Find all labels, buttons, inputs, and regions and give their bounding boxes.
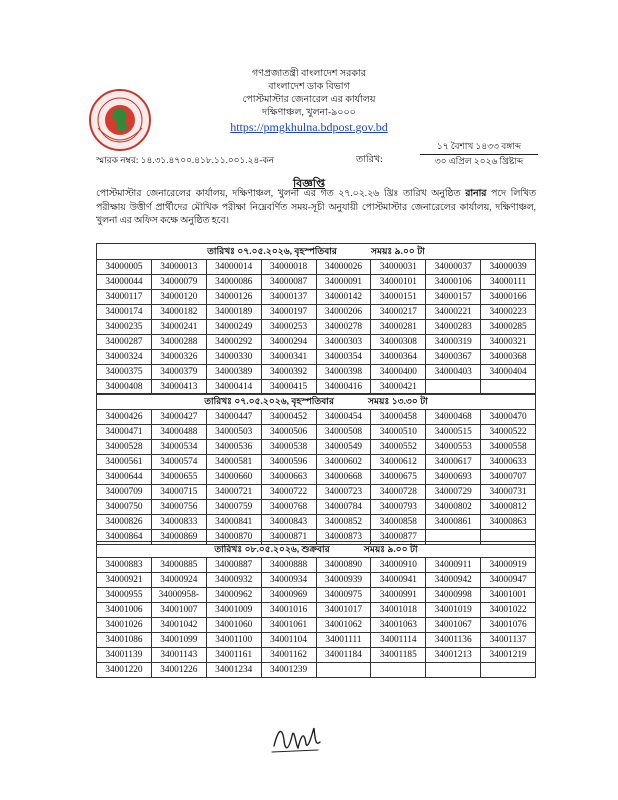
roll-number-cell: 34000206	[316, 305, 371, 320]
roll-number-cell: 34000841	[206, 515, 261, 530]
roll-number-cell: 34001060	[206, 618, 261, 633]
roll-number-cell: 34000157	[426, 290, 481, 305]
table-row	[97, 290, 536, 305]
schedule-time: সময়ঃ ৯.০০ টা	[363, 544, 418, 554]
roll-number-cell: 34000812	[481, 500, 536, 515]
roll-number-cell: 34000137	[261, 290, 316, 305]
roll-number-cell: 34000086	[206, 275, 261, 290]
roll-number-cell: 34001063	[371, 618, 426, 633]
roll-number-cell: 34000596	[261, 455, 316, 470]
roll-number-cell: 34000447	[206, 410, 261, 425]
schedule-date: তারিখঃ ০৭.০৫.২০২৬, বৃহস্পতিবার	[207, 246, 337, 256]
header-government: গণপ্রজাতন্ত্রী বাংলাদেশ সরকার	[251, 69, 367, 79]
memo-number: স্মারক নম্বর: ১৪.৩১.৪৭০০.৪১৮.১১.০০১.২৪-কন	[96, 155, 275, 165]
roll-number-cell: 34000522	[481, 425, 536, 440]
roll-number-cell: 34001213	[426, 648, 481, 663]
roll-number-cell: 34001114	[371, 633, 426, 648]
roll-number-cell: 34000924	[151, 573, 206, 588]
roll-number-cell: 34000221	[426, 305, 481, 320]
schedule-table-2	[96, 393, 536, 545]
roll-number-cell: 34000454	[316, 410, 371, 425]
roll-number-cell: 34000151	[371, 290, 426, 305]
roll-number-cell: 34000655	[151, 470, 206, 485]
roll-number-cell: 34001185	[371, 648, 426, 663]
date-label: তারিখ:	[356, 155, 383, 165]
table-row	[97, 648, 536, 663]
roll-number-cell: 34000379	[151, 365, 206, 380]
roll-number-cell: 34000921	[97, 573, 152, 588]
roll-number-cell: 34000962	[206, 588, 261, 603]
roll-number-cell: 34000468	[426, 410, 481, 425]
table-row	[97, 275, 536, 290]
table-row	[97, 633, 536, 648]
roll-number-cell: 34000887	[206, 558, 261, 573]
roll-number-cell: 34000087	[261, 275, 316, 290]
roll-number-cell: 34000249	[206, 320, 261, 335]
roll-number-cell: 34000536	[206, 440, 261, 455]
roll-number-cell: 34000197	[261, 305, 316, 320]
table-row	[97, 663, 536, 678]
roll-number-cell: 34000612	[371, 455, 426, 470]
table-row	[97, 573, 536, 588]
roll-number-cell: 34000416	[316, 380, 371, 395]
roll-number-cell: 34000285	[481, 320, 536, 335]
roll-number-cell: 34000503	[206, 425, 261, 440]
roll-number-cell: 34000759	[206, 500, 261, 515]
schedule-header	[97, 244, 536, 260]
roll-number-cell: 34000368	[481, 350, 536, 365]
roll-number-cell: 34000241	[151, 320, 206, 335]
roll-number-cell: 34001061	[261, 618, 316, 633]
roll-number-cell: 34000731	[481, 485, 536, 500]
schedule-header-row	[97, 394, 536, 410]
roll-number-cell: 34000189	[206, 305, 261, 320]
roll-number-cell: 34000308	[371, 335, 426, 350]
table-row	[97, 350, 536, 365]
header-address: দক্ষিণাঞ্চল, খুলনা-৯০০০	[262, 108, 356, 118]
table-row	[97, 485, 536, 500]
roll-number-cell: 34000864	[97, 530, 152, 545]
roll-number-cell: 34001143	[151, 648, 206, 663]
table-row	[97, 335, 536, 350]
roll-number-cell: 34000106	[426, 275, 481, 290]
table-row	[97, 588, 536, 603]
roll-number-cell: 34000668	[316, 470, 371, 485]
roll-number-cell: 34000506	[261, 425, 316, 440]
roll-number-cell: 34000721	[206, 485, 261, 500]
schedule-time: সময়ঃ ৯.০০ টা	[370, 246, 425, 256]
roll-number-cell: 34000941	[371, 573, 426, 588]
roll-number-cell: 34000026	[316, 260, 371, 275]
roll-number-cell: 34001026	[97, 618, 152, 633]
table-row	[97, 515, 536, 530]
roll-number-cell: 34001067	[426, 618, 481, 633]
roll-number-cell: 34000877	[371, 530, 426, 545]
roll-number-cell: 34000235	[97, 320, 152, 335]
roll-number-cell: 34000869	[151, 530, 206, 545]
roll-number-cell: 34000319	[426, 335, 481, 350]
roll-number-cell: 34000660	[206, 470, 261, 485]
table-row	[97, 500, 536, 515]
roll-number-cell: 34000883	[97, 558, 152, 573]
roll-number-cell: 34000558	[481, 440, 536, 455]
roll-number-cell: 34000142	[316, 290, 371, 305]
roll-number-cell: 34000756	[151, 500, 206, 515]
roll-number-cell: 34001111	[316, 633, 371, 648]
roll-number-cell: 34000182	[151, 305, 206, 320]
roll-number-cell: 34000947	[481, 573, 536, 588]
roll-number-cell: 34000375	[97, 365, 152, 380]
roll-number-cell: 34001161	[206, 648, 261, 663]
table-row	[97, 320, 536, 335]
roll-number-cell: 34000784	[316, 500, 371, 515]
roll-number-cell: 34001017	[316, 603, 371, 618]
roll-number-cell: 34000458	[371, 410, 426, 425]
roll-number-cell: 34001136	[426, 633, 481, 648]
roll-number-cell: 34001139	[97, 648, 152, 663]
schedule-header-row	[97, 542, 536, 558]
roll-number-cell: 34000843	[261, 515, 316, 530]
roll-number-cell: 34001006	[97, 603, 152, 618]
roll-number-cell: 34000910	[371, 558, 426, 573]
roll-number-cell: 34000561	[97, 455, 152, 470]
roll-number-cell: 34000005	[97, 260, 152, 275]
roll-number-cell: 34000278	[316, 320, 371, 335]
roll-number-cell: 34000715	[151, 485, 206, 500]
roll-number-cell: 34001062	[316, 618, 371, 633]
roll-number-cell: 34000515	[426, 425, 481, 440]
roll-number-cell: 34000722	[261, 485, 316, 500]
roll-number-cell: 34000833	[151, 515, 206, 530]
schedule-table-3	[96, 541, 536, 678]
roll-number-cell: 34000852	[316, 515, 371, 530]
roll-number-cell: 34000969	[261, 588, 316, 603]
roll-number-cell: 34001042	[151, 618, 206, 633]
signature	[268, 716, 324, 760]
roll-number-cell: 34000408	[97, 380, 152, 395]
paragraph-post-name: রানার	[465, 189, 487, 199]
roll-number-cell	[371, 663, 426, 678]
roll-number-cell: 34000553	[426, 440, 481, 455]
roll-number-cell: 34000321	[481, 335, 536, 350]
roll-number-cell: 34000292	[206, 335, 261, 350]
roll-number-cell: 34001234	[206, 663, 261, 678]
roll-number-cell: 34001007	[151, 603, 206, 618]
roll-number-cell: 34000873	[316, 530, 371, 545]
roll-number-cell: 34000014	[206, 260, 261, 275]
table-row	[97, 603, 536, 618]
roll-number-cell: 34000942	[426, 573, 481, 588]
header-office: পোস্টমাস্টার জেনারেল এর কার্যালয়	[242, 95, 376, 105]
date-block	[420, 140, 538, 168]
roll-number-cell: 34000079	[151, 275, 206, 290]
roll-number-cell: 34000471	[97, 425, 152, 440]
schedule-header-row	[97, 244, 536, 260]
table-row	[97, 425, 536, 440]
roll-number-cell: 34001162	[261, 648, 316, 663]
roll-number-cell: 34000693	[426, 470, 481, 485]
roll-number-cell: 34000675	[371, 470, 426, 485]
website-link[interactable]: https://pmgkhulna.bdpost.gov.bd	[230, 120, 388, 134]
roll-number-cell: 34000729	[426, 485, 481, 500]
roll-number-cell: 34001239	[261, 663, 316, 678]
table-row	[97, 365, 536, 380]
roll-number-cell: 34000413	[151, 380, 206, 395]
roll-number-cell: 34000574	[151, 455, 206, 470]
roll-number-cell: 34000287	[97, 335, 152, 350]
roll-number-cell: 34000031	[371, 260, 426, 275]
roll-number-cell: 34000932	[206, 573, 261, 588]
table-row	[97, 470, 536, 485]
roll-number-cell: 34000728	[371, 485, 426, 500]
roll-number-cell: 34000303	[316, 335, 371, 350]
schedule-date: তারিখঃ ০৭.০৫.২০২৬, বৃহস্পতিবার	[204, 396, 334, 406]
roll-number-cell: 34001184	[316, 648, 371, 663]
roll-number-cell: 34000871	[261, 530, 316, 545]
roll-number-cell: 34000101	[371, 275, 426, 290]
roll-number-cell: 34000452	[261, 410, 316, 425]
letterhead	[0, 68, 618, 135]
roll-number-cell: 34000398	[316, 365, 371, 380]
roll-number-cell: 34000802	[426, 500, 481, 515]
roll-number-cell: 34000039	[481, 260, 536, 275]
roll-number-cell: 34000826	[97, 515, 152, 530]
roll-number-cell: 34000958-	[151, 588, 206, 603]
roll-number-cell: 34000888	[261, 558, 316, 573]
roll-number-cell: 34000341	[261, 350, 316, 365]
roll-number-cell: 34000324	[97, 350, 152, 365]
roll-number-cell: 34000392	[261, 365, 316, 380]
roll-number-cell: 34001019	[426, 603, 481, 618]
notice-title-text: বিজ্ঞপ্তি	[293, 178, 325, 190]
roll-number-cell: 34000549	[316, 440, 371, 455]
roll-number-cell: 34000890	[316, 558, 371, 573]
roll-number-cell: 34000330	[206, 350, 261, 365]
roll-number-cell: 34001086	[97, 633, 152, 648]
roll-number-cell: 34000885	[151, 558, 206, 573]
roll-number-cell: 34000281	[371, 320, 426, 335]
roll-number-cell: 34000723	[316, 485, 371, 500]
roll-number-cell: 34000939	[316, 573, 371, 588]
roll-number-cell: 34000934	[261, 573, 316, 588]
roll-number-cell	[481, 663, 536, 678]
roll-number-cell: 34000861	[426, 515, 481, 530]
roll-number-cell: 34000389	[206, 365, 261, 380]
roll-number-cell: 34000354	[316, 350, 371, 365]
roll-number-cell: 34000400	[371, 365, 426, 380]
roll-number-cell: 34000253	[261, 320, 316, 335]
date-bangla: ১৭ বৈশাখ ১৪৩৩ বঙ্গাব্দ	[420, 140, 538, 155]
roll-number-cell: 34000919	[481, 558, 536, 573]
roll-number-cell: 34001226	[151, 663, 206, 678]
roll-number-cell: 34000644	[97, 470, 152, 485]
roll-number-cell: 34000793	[371, 500, 426, 515]
roll-number-cell: 34000870	[206, 530, 261, 545]
roll-number-cell	[316, 663, 371, 678]
roll-number-cell: 34000037	[426, 260, 481, 275]
roll-number-cell: 34000991	[371, 588, 426, 603]
roll-number-cell: 34000488	[151, 425, 206, 440]
roll-number-cell: 34000998	[426, 588, 481, 603]
roll-number-cell: 34000709	[97, 485, 152, 500]
roll-number-cell: 34000120	[151, 290, 206, 305]
roll-number-cell: 34000117	[97, 290, 152, 305]
paragraph-part2: পদে লিখিত পরীক্ষায় উত্তীর্ণ প্রার্থীদের মৌখিক পরীক্ষা নিম্নেবর্ণিত সময়-সূচী অনুযায়ী পোস্টমাস্টার জেনারেলের কার্যালয়, দক্ষিণাঞ্চল, খুলনা এর অফিস কক্ষে অনুষ্ঠিত হবে।	[96, 189, 536, 226]
roll-number-cell: 34000528	[97, 440, 152, 455]
schedule-date: তারিখঃ ০৮.০৫.২০২৬, শুক্রবার	[214, 544, 330, 554]
roll-number-cell: 34000364	[371, 350, 426, 365]
roll-number-cell: 34001016	[261, 603, 316, 618]
roll-number-cell: 34000421	[371, 380, 426, 395]
roll-number-cell: 34000166	[481, 290, 536, 305]
roll-number-cell: 34000863	[481, 515, 536, 530]
roll-number-cell: 34000111	[481, 275, 536, 290]
roll-number-cell: 34000508	[316, 425, 371, 440]
roll-number-cell: 34000427	[151, 410, 206, 425]
roll-number-cell: 34000415	[261, 380, 316, 395]
table-row	[97, 260, 536, 275]
header-department: বাংলাদেশ ডাক বিভাগ	[268, 82, 350, 92]
roll-number-cell: 34001009	[206, 603, 261, 618]
roll-number-cell: 34000617	[426, 455, 481, 470]
roll-number-cell: 34001137	[481, 633, 536, 648]
roll-number-cell: 34000633	[481, 455, 536, 470]
roll-number-cell: 34001219	[481, 648, 536, 663]
roll-number-cell: 34001022	[481, 603, 536, 618]
roll-number-cell: 34000602	[316, 455, 371, 470]
roll-number-cell: 34000018	[261, 260, 316, 275]
roll-number-cell	[426, 663, 481, 678]
table-row	[97, 305, 536, 320]
roll-number-cell: 34000534	[151, 440, 206, 455]
roll-number-cell: 34000091	[316, 275, 371, 290]
schedule-header	[97, 542, 536, 558]
roll-number-cell: 34001220	[97, 663, 152, 678]
roll-number-cell: 34000426	[97, 410, 152, 425]
roll-number-cell: 34000663	[261, 470, 316, 485]
roll-number-cell: 34000552	[371, 440, 426, 455]
table-row	[97, 410, 536, 425]
roll-number-cell: 34000538	[261, 440, 316, 455]
roll-number-cell: 34000013	[151, 260, 206, 275]
roll-number-cell: 34000470	[481, 410, 536, 425]
roll-number-cell: 34000044	[97, 275, 152, 290]
roll-number-cell: 34000326	[151, 350, 206, 365]
table-row	[97, 455, 536, 470]
roll-number-cell: 34000294	[261, 335, 316, 350]
roll-number-cell: 34001104	[261, 633, 316, 648]
roll-number-cell: 34001076	[481, 618, 536, 633]
paragraph-part1: পোস্টমাস্টার জেনারেলের কার্যালয়, দক্ষিণাঞ্চল, খুলনা এর গত ২৭.০২.২৬ খ্রিঃ তারিখ অনুষ্ঠিত	[96, 189, 466, 199]
roll-number-cell: 34000581	[206, 455, 261, 470]
roll-number-cell: 34000911	[426, 558, 481, 573]
roll-number-cell: 34000288	[151, 335, 206, 350]
schedule-time: সময়ঃ ১৩.৩০ টা	[368, 396, 428, 406]
table-row	[97, 558, 536, 573]
roll-number-cell: 34000174	[97, 305, 152, 320]
table-row	[97, 440, 536, 455]
roll-number-cell: 34000510	[371, 425, 426, 440]
roll-number-cell: 34000217	[371, 305, 426, 320]
roll-number-cell: 34000955	[97, 588, 152, 603]
table-row	[97, 618, 536, 633]
roll-number-cell: 34000403	[426, 365, 481, 380]
roll-number-cell: 34000414	[206, 380, 261, 395]
roll-number-cell: 34000975	[316, 588, 371, 603]
schedule-table-1	[96, 243, 536, 395]
roll-number-cell: 34000404	[481, 365, 536, 380]
roll-number-cell: 34000283	[426, 320, 481, 335]
roll-number-cell: 34000768	[261, 500, 316, 515]
roll-number-cell: 34001018	[371, 603, 426, 618]
roll-number-cell: 34001100	[206, 633, 261, 648]
roll-number-cell: 34000223	[481, 305, 536, 320]
notice-paragraph	[96, 188, 536, 229]
schedule-header	[97, 394, 536, 410]
roll-number-cell: 34001001	[481, 588, 536, 603]
roll-number-cell: 34000126	[206, 290, 261, 305]
roll-number-cell: 34000367	[426, 350, 481, 365]
roll-number-cell: 34000750	[97, 500, 152, 515]
roll-number-cell: 34001099	[151, 633, 206, 648]
date-gregorian: ৩০ এপ্রিল ২০২৬ খ্রিষ্টাব্দ	[434, 156, 524, 166]
roll-number-cell: 34000707	[481, 470, 536, 485]
roll-number-cell: 34000858	[371, 515, 426, 530]
